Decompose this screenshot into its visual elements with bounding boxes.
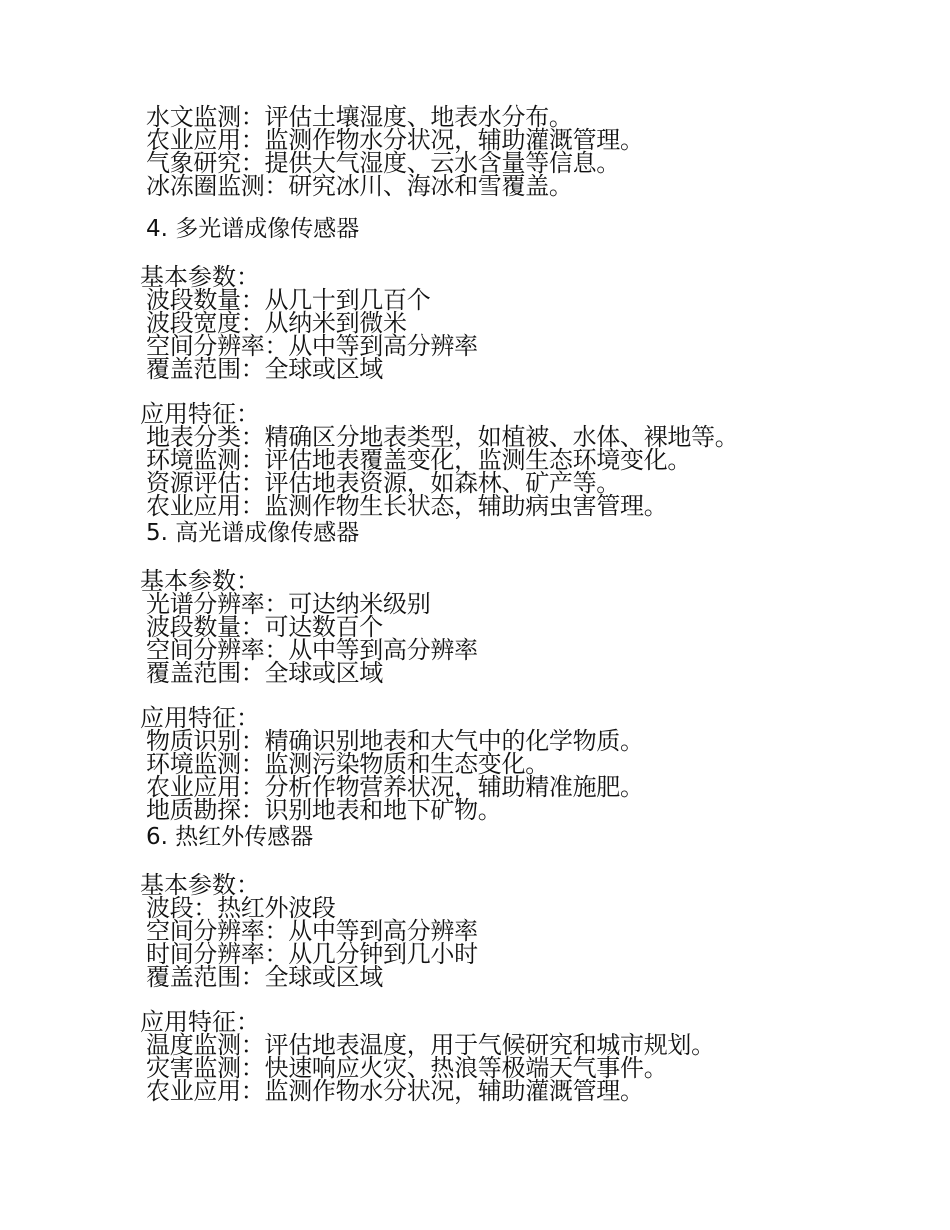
section-heading: 6. 热红外传感器: [146, 824, 314, 850]
basic-param-item: 覆盖范围：全球或区域: [146, 659, 383, 687]
intro-line: 水文监测：评估土壤湿度、地表水分布。: [146, 103, 573, 131]
basic-param-item: 覆盖范围：全球或区域: [146, 963, 383, 991]
app-feature-item: 温度监测：评估地表温度，用于气候研究和城市规划。: [146, 1031, 715, 1059]
app-feature-item: 地表分类：精确区分地表类型，如植被、水体、裸地等。: [146, 423, 739, 451]
app-feature-item: 地质勘探：识别地表和地下矿物。: [146, 796, 502, 824]
basic-params-label: 基本参数：: [140, 871, 260, 899]
basic-param-item: 覆盖范围：全球或区域: [146, 355, 383, 383]
intro-line: 气象研究：提供大气湿度、云水含量等信息。: [146, 149, 620, 177]
intro-line: 冰冻圈监测：研究冰川、海冰和雪覆盖。: [146, 172, 573, 200]
app-feature-item: 灾害监测：快速响应火灾、热浪等极端天气事件。: [146, 1054, 668, 1082]
app-feature-item: 农业应用：分析作物营养状况，辅助精准施肥。: [146, 773, 644, 801]
app-feature-item: 环境监测：评估地表覆盖变化，监测生态环境变化。: [146, 446, 692, 474]
basic-params-label: 基本参数：: [140, 263, 260, 291]
basic-param-item: 波段数量：可达数百个: [146, 613, 383, 641]
app-feature-item: 农业应用：监测作物生长状态，辅助病虫害管理。: [146, 492, 668, 520]
app-feature-item: 环境监测：监测污染物质和生态变化。: [146, 750, 549, 778]
basic-param-item: 空间分辨率：从中等到高分辨率: [146, 636, 478, 664]
basic-param-item: 空间分辨率：从中等到高分辨率: [146, 917, 478, 945]
app-feature-item: 农业应用：监测作物水分状况，辅助灌溉管理。: [146, 1077, 644, 1105]
intro-list: [146, 103, 644, 200]
app-features-label: 应用特征：: [140, 400, 260, 428]
basic-param-item: 空间分辨率：从中等到高分辨率: [146, 332, 478, 360]
section-heading: 4. 多光谱成像传感器: [146, 216, 360, 242]
basic-param-item: 波段数量：从几十到几百个: [146, 286, 431, 314]
section-heading: 5. 高光谱成像传感器: [146, 520, 360, 546]
app-feature-item: 资源评估：评估地表资源，如森林、矿产等。: [146, 469, 620, 497]
section-multispectral: [140, 215, 739, 518]
section-hyperspectral: [140, 519, 644, 822]
app-features-label: 应用特征：: [140, 704, 260, 732]
intro-line: 农业应用：监测作物水分状况，辅助灌溉管理。: [146, 126, 644, 154]
section-thermal-infrared: [140, 823, 715, 1103]
basic-param-item: 波段宽度：从纳米到微米: [146, 309, 407, 337]
app-features-label: 应用特征：: [140, 1008, 260, 1036]
basic-param-item: 波段：热红外波段: [146, 894, 336, 922]
app-feature-item: 物质识别：精确识别地表和大气中的化学物质。: [146, 727, 644, 755]
basic-param-item: 光谱分辨率：可达纳米级别: [146, 590, 431, 618]
basic-param-item: 时间分辨率：从几分钟到几小时: [146, 940, 478, 968]
basic-params-label: 基本参数：: [140, 567, 260, 595]
